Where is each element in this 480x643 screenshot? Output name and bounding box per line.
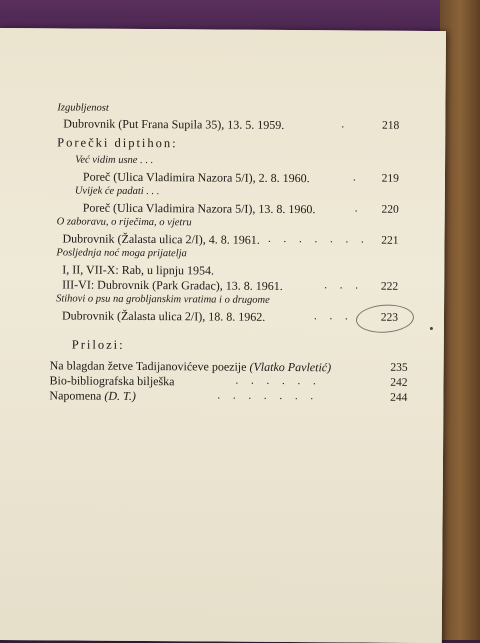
leader-dots: . . . . . . — [235, 374, 321, 388]
entry-detail: Dubrovnik (Put Frana Supila 35), 13. 5. 1959. — [63, 116, 285, 132]
page-number: 220 — [381, 203, 399, 216]
page-number: 223 — [380, 311, 399, 324]
page-number: 235 — [390, 361, 408, 374]
appendix-item-text: Bio-bibliografska bilješka — [49, 373, 175, 389]
wooden-surface — [440, 0, 480, 640]
page-number: 222 — [380, 280, 399, 293]
page-number: 218 — [382, 119, 400, 132]
page-number: 244 — [390, 391, 408, 404]
book-page — [0, 28, 446, 643]
appendix-item-text: Napomena — [49, 388, 102, 403]
entry-detail: Poreč (Ulica Vladimira Nazora 5/I), 2. 8. 1960. — [82, 169, 310, 186]
leader-dots: . . . . . . . . — [252, 232, 369, 246]
entry-title: Posljednja noć moga prijatelja — [56, 247, 187, 260]
leader-dots: . — [354, 202, 363, 215]
page-number: 219 — [381, 172, 399, 185]
appendix-item-text: Na blagdan žetve Tadijanovićeve poezije — [49, 358, 247, 374]
entry-title: Već vidim usne . . . — [75, 154, 154, 167]
entry-detail: I, II, VII-X: Rab, u lipnju 1954. — [62, 262, 215, 278]
leader-dots: . — [341, 118, 350, 131]
page-number: 221 — [381, 234, 399, 247]
entry-title: Izgubljenost — [57, 102, 109, 114]
appendix-item — [49, 373, 174, 389]
entry-detail: Dubrovnik (Žalasta ulica 2/I), 4. 8. 1961. — [62, 231, 260, 247]
leader-dots: . . . . . . . — [217, 389, 319, 403]
entry-detail: Poreč (Ulica Vladimira Nazora 5/I), 13. 8. 1960. — [82, 200, 316, 217]
entry-title: O zaboravu, o riječima, o vjetru — [56, 216, 192, 229]
page-number: 242 — [390, 376, 408, 389]
leader-dots: . — [352, 171, 361, 184]
appendix-item — [49, 388, 136, 404]
entry-title: Uvijek će padati . . . — [74, 185, 160, 198]
page-speck — [430, 327, 433, 330]
entry-detail: III-VI: Dubrovnik (Park Gradac), 13. 8. 1961. — [62, 277, 283, 293]
appendix-heading: Prilozi: — [71, 337, 125, 352]
entry-detail: Dubrovnik (Žalasta ulica 2/I), 18. 8. 1962. — [61, 308, 266, 324]
section-heading: Porečki diptihon: — [57, 135, 178, 151]
leader-dots: . . . — [324, 279, 364, 292]
pencil-circle-mark — [355, 303, 415, 335]
leader-dots: . . . — [313, 310, 353, 323]
appendix-item-author: (D. T.) — [104, 388, 136, 403]
entry-title: Stihovi o psu na grobljanskim vratima i o drugome — [56, 293, 270, 306]
appendix-item-author: (Vlatko Pavletić) — [249, 359, 332, 375]
